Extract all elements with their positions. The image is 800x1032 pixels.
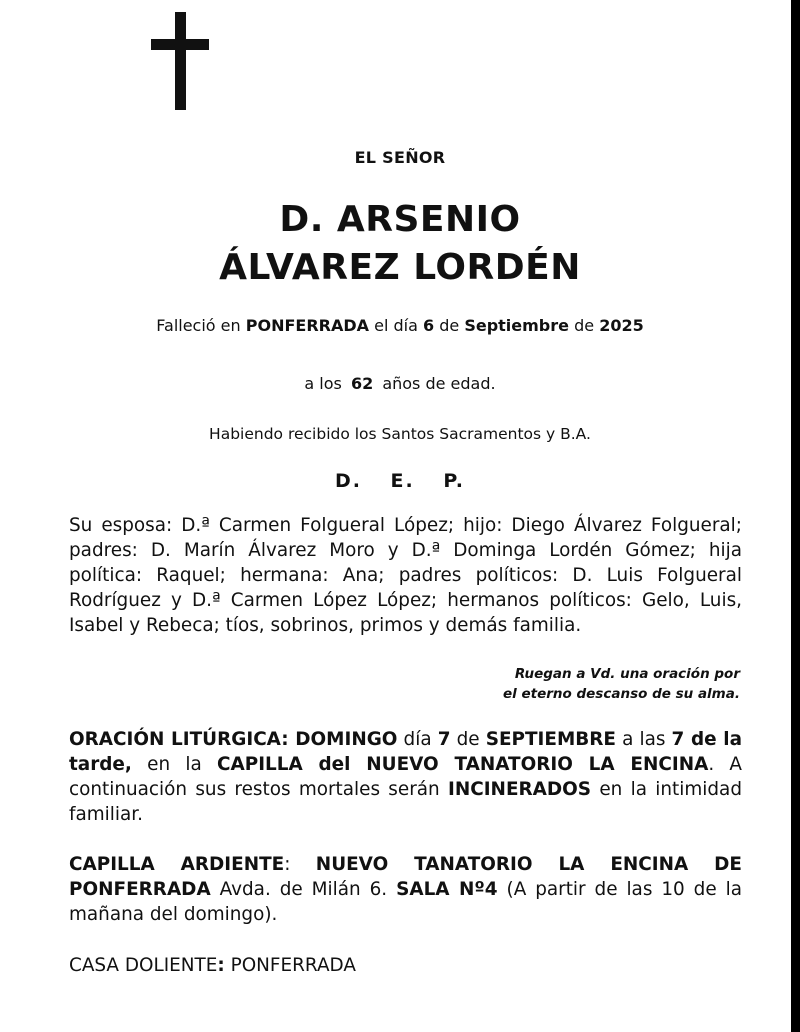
death-day: 6 (422, 316, 435, 335)
death-place: PONFERRADA (245, 316, 370, 335)
casa-colon: : (217, 955, 225, 976)
death-de2: de (574, 316, 595, 335)
oracion-b4: 7 de la tarde, (69, 729, 742, 775)
oracion-b3: SEPTIEMBRE (485, 729, 616, 750)
oracion-t5: . A continuación sus restos mortales serán (69, 754, 742, 800)
capilla-label: CAPILLA ARDIENTE (69, 854, 285, 875)
oracion-t1: día (397, 729, 438, 750)
oracion-b6: INCINERADOS (447, 779, 592, 800)
deceased-name (0, 196, 800, 292)
age-prefix: a los (304, 374, 342, 393)
prayer-line2: el eterno descanso de su alma. (503, 686, 740, 702)
casa-doliente (69, 955, 356, 976)
capilla-address: Avda. de Milán 6. (210, 879, 397, 900)
age-years: 62 (350, 374, 374, 393)
capilla-paragraph (69, 852, 742, 927)
casa-label: CASA DOLIENTE (69, 955, 218, 976)
cross-icon (151, 12, 209, 110)
death-month: Septiembre (464, 316, 569, 335)
capilla-place: NUEVO TANATORIO LA ENCINA DE PONFERRADA (69, 854, 742, 900)
casa-place: PONFERRADA (224, 955, 356, 976)
deceased-name-line1: D. ARSENIO (279, 199, 521, 240)
oracion-paragraph (69, 727, 742, 827)
age-info (0, 374, 800, 393)
age-suffix: años de edad. (382, 374, 496, 393)
death-mid: el día (374, 316, 418, 335)
capilla-room: SALA Nº4 (396, 879, 498, 900)
title-el-senor: EL SEÑOR (354, 148, 446, 167)
death-info (0, 316, 800, 335)
oracion-b2: 7 (437, 729, 451, 750)
oracion-b1: ORACIÓN LITÚRGICA: DOMINGO (69, 729, 398, 750)
family-paragraph: Su esposa: D.ª Carmen Folgueral López; hijo: Diego Álvarez Folgueral; padres: D. Marín Álvarez Moro y D.ª Dominga Lordén Gómez; hija política: Raquel; hermana: Ana; padres políticos: D. Luis Folgueral Rodríguez y D.ª Carmen López López; hermanos políticos: Gelo, Luis, Isabel y Rebeca; tíos, sobrinos, primos y demás familia. (69, 515, 742, 636)
oracion-t6: en la intimidad familiar. (69, 779, 742, 825)
death-de1: de (439, 316, 460, 335)
capilla-hours: (A partir de las 10 de la mañana del domingo). (69, 879, 742, 925)
oracion-b5: CAPILLA del NUEVO TANATORIO LA ENCINA (217, 754, 709, 775)
oracion-t2: de (450, 729, 486, 750)
prayer-request (350, 664, 740, 704)
dep-heading: D. E. P. (334, 470, 466, 492)
deceased-name-line2: ÁLVAREZ LORDÉN (219, 247, 581, 288)
oracion-t4: en la (131, 754, 217, 775)
oracion-t3: a las (615, 729, 672, 750)
death-year: 2025 (599, 316, 644, 335)
sacraments-line: Habiendo recibido los Santos Sacramentos y B.A. (209, 425, 591, 443)
prayer-line1: Ruegan a Vd. una oración por (514, 666, 740, 682)
capilla-colon: : (284, 854, 316, 875)
death-prefix: Falleció en (156, 316, 241, 335)
